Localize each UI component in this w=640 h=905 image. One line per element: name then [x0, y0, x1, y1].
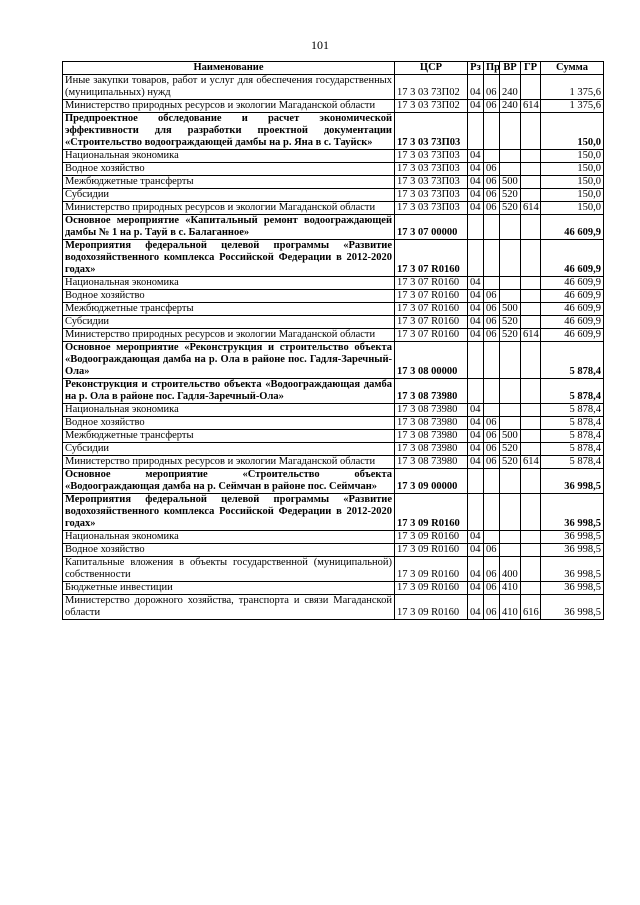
- cell-gr: [521, 277, 541, 290]
- cell-vr: 520: [500, 443, 521, 456]
- cell-sum: 150,0: [541, 202, 604, 215]
- cell-csr: 17 3 07 R0160: [395, 240, 468, 277]
- cell-gr: [521, 75, 541, 100]
- cell-csr: 17 3 03 73П03: [395, 113, 468, 150]
- table-row: [63, 75, 604, 100]
- cell-gr: [521, 430, 541, 443]
- cell-pr: 06: [484, 163, 500, 176]
- cell-vr: 410: [500, 595, 521, 620]
- cell-sum: 5 878,4: [541, 342, 604, 379]
- cell-rz: 04: [468, 202, 484, 215]
- cell-gr: [521, 113, 541, 150]
- cell-sum: 5 878,4: [541, 430, 604, 443]
- cell-rz: 04: [468, 404, 484, 417]
- cell-name: Министерство природных ресурсов и экологии Магаданской области: [63, 329, 395, 342]
- cell-csr: 17 3 09 R0160: [395, 544, 468, 557]
- cell-rz: 04: [468, 430, 484, 443]
- cell-rz: [468, 469, 484, 494]
- cell-pr: [484, 531, 500, 544]
- table-row: [63, 329, 604, 342]
- cell-gr: [521, 176, 541, 189]
- cell-csr: 17 3 09 R0160: [395, 531, 468, 544]
- table-row: [63, 456, 604, 469]
- cell-rz: 04: [468, 189, 484, 202]
- cell-csr: 17 3 09 R0160: [395, 494, 468, 531]
- cell-gr: [521, 404, 541, 417]
- cell-name: Межбюджетные трансферты: [63, 430, 395, 443]
- cell-csr: 17 3 07 R0160: [395, 329, 468, 342]
- cell-gr: [521, 240, 541, 277]
- table-row: [63, 417, 604, 430]
- cell-csr: 17 3 09 R0160: [395, 595, 468, 620]
- cell-pr: [484, 240, 500, 277]
- table-row: [63, 277, 604, 290]
- cell-rz: 04: [468, 176, 484, 189]
- table-row: [63, 303, 604, 316]
- table-row: [63, 342, 604, 379]
- cell-rz: 04: [468, 277, 484, 290]
- cell-vr: [500, 342, 521, 379]
- cell-gr: 614: [521, 202, 541, 215]
- cell-rz: 04: [468, 150, 484, 163]
- header-sum: Сумма: [541, 62, 604, 75]
- cell-pr: 06: [484, 557, 500, 582]
- cell-sum: 36 998,5: [541, 531, 604, 544]
- cell-rz: [468, 379, 484, 404]
- cell-csr: 17 3 08 73980: [395, 417, 468, 430]
- cell-name: Бюджетные инвестиции: [63, 582, 395, 595]
- header-vr: ВР: [500, 62, 521, 75]
- cell-rz: 04: [468, 544, 484, 557]
- cell-pr: 06: [484, 316, 500, 329]
- cell-name: Водное хозяйство: [63, 417, 395, 430]
- cell-gr: [521, 469, 541, 494]
- cell-csr: 17 3 08 00000: [395, 342, 468, 379]
- cell-csr: 17 3 08 73980: [395, 404, 468, 417]
- cell-vr: 240: [500, 100, 521, 113]
- cell-name: Министерство природных ресурсов и экологии Магаданской области: [63, 202, 395, 215]
- cell-name: Министерство дорожного хозяйства, транспорта и связи Магаданской области: [63, 595, 395, 620]
- cell-pr: 06: [484, 582, 500, 595]
- cell-vr: 500: [500, 303, 521, 316]
- cell-rz: 04: [468, 163, 484, 176]
- cell-vr: 240: [500, 75, 521, 100]
- cell-pr: [484, 277, 500, 290]
- cell-sum: 5 878,4: [541, 379, 604, 404]
- cell-rz: 04: [468, 316, 484, 329]
- table-row: [63, 150, 604, 163]
- header-rz: Рз: [468, 62, 484, 75]
- cell-gr: 614: [521, 329, 541, 342]
- cell-gr: [521, 303, 541, 316]
- cell-rz: [468, 342, 484, 379]
- cell-rz: 04: [468, 75, 484, 100]
- cell-sum: 5 878,4: [541, 417, 604, 430]
- cell-name: Водное хозяйство: [63, 290, 395, 303]
- cell-rz: 04: [468, 531, 484, 544]
- cell-csr: 17 3 03 73П03: [395, 176, 468, 189]
- cell-pr: 06: [484, 75, 500, 100]
- table-row: [63, 176, 604, 189]
- table-row: [63, 582, 604, 595]
- cell-csr: 17 3 03 73П02: [395, 75, 468, 100]
- cell-gr: [521, 342, 541, 379]
- cell-pr: [484, 494, 500, 531]
- cell-sum: 46 609,9: [541, 240, 604, 277]
- cell-pr: [484, 113, 500, 150]
- cell-csr: 17 3 08 73980: [395, 443, 468, 456]
- cell-pr: 06: [484, 176, 500, 189]
- cell-sum: 1 375,6: [541, 100, 604, 113]
- cell-pr: [484, 150, 500, 163]
- cell-csr: 17 3 07 00000: [395, 215, 468, 240]
- cell-csr: 17 3 08 73980: [395, 430, 468, 443]
- cell-rz: 04: [468, 595, 484, 620]
- cell-vr: [500, 531, 521, 544]
- cell-sum: 5 878,4: [541, 404, 604, 417]
- cell-name: Субсидии: [63, 189, 395, 202]
- table-row: [63, 163, 604, 176]
- cell-gr: [521, 582, 541, 595]
- cell-rz: 04: [468, 417, 484, 430]
- cell-vr: [500, 113, 521, 150]
- cell-pr: 06: [484, 290, 500, 303]
- cell-sum: 36 998,5: [541, 494, 604, 531]
- cell-pr: 06: [484, 329, 500, 342]
- cell-gr: [521, 163, 541, 176]
- table-row: [63, 215, 604, 240]
- cell-sum: 150,0: [541, 163, 604, 176]
- cell-sum: 46 609,9: [541, 277, 604, 290]
- table-row: [63, 443, 604, 456]
- table-body: [63, 75, 604, 620]
- cell-name: Субсидии: [63, 316, 395, 329]
- cell-name: Основное мероприятие «Реконструкция и строительство объекта «Водоограждающая дамба на р. Ола в районе пос. Гадля-Заречный-Ола»: [63, 342, 395, 379]
- cell-vr: 410: [500, 582, 521, 595]
- cell-gr: [521, 544, 541, 557]
- cell-sum: 36 998,5: [541, 557, 604, 582]
- cell-gr: [521, 531, 541, 544]
- cell-sum: 150,0: [541, 189, 604, 202]
- cell-vr: 520: [500, 316, 521, 329]
- cell-vr: [500, 215, 521, 240]
- cell-pr: 06: [484, 189, 500, 202]
- table-row: [63, 595, 604, 620]
- cell-csr: 17 3 07 R0160: [395, 303, 468, 316]
- cell-gr: [521, 379, 541, 404]
- cell-gr: [521, 189, 541, 202]
- cell-name: Предпроектное обследование и расчет экономической эффективности для разработки проектной документации «Строительство водоограждающей дамбы на р. Яна в с. Тауйск»: [63, 113, 395, 150]
- cell-name: Национальная экономика: [63, 150, 395, 163]
- cell-rz: [468, 494, 484, 531]
- cell-name: Министерство природных ресурсов и экологии Магаданской области: [63, 456, 395, 469]
- cell-sum: 36 998,5: [541, 544, 604, 557]
- table-row: [63, 100, 604, 113]
- budget-table: [62, 61, 604, 620]
- cell-gr: [521, 417, 541, 430]
- table-row: [63, 494, 604, 531]
- cell-name: Межбюджетные трансферты: [63, 176, 395, 189]
- cell-vr: [500, 290, 521, 303]
- cell-csr: 17 3 07 R0160: [395, 277, 468, 290]
- cell-gr: [521, 494, 541, 531]
- cell-pr: 06: [484, 430, 500, 443]
- cell-csr: 17 3 09 00000: [395, 469, 468, 494]
- cell-vr: 400: [500, 557, 521, 582]
- cell-gr: 616: [521, 595, 541, 620]
- cell-sum: 5 878,4: [541, 443, 604, 456]
- page-number: 101: [311, 38, 329, 52]
- cell-sum: 150,0: [541, 113, 604, 150]
- cell-vr: [500, 150, 521, 163]
- cell-name: Капитальные вложения в объекты государственной (муниципальной) собственности: [63, 557, 395, 582]
- cell-gr: [521, 316, 541, 329]
- cell-name: Водное хозяйство: [63, 544, 395, 557]
- cell-rz: 04: [468, 100, 484, 113]
- cell-csr: 17 3 07 R0160: [395, 316, 468, 329]
- cell-pr: 06: [484, 303, 500, 316]
- table-row: [63, 290, 604, 303]
- cell-vr: 520: [500, 456, 521, 469]
- cell-name: Межбюджетные трансферты: [63, 303, 395, 316]
- cell-name: Реконструкция и строительство объекта «Водоограждающая дамба на р. Ола в районе пос. Гадля-Заречный-Ола»: [63, 379, 395, 404]
- cell-pr: [484, 469, 500, 494]
- cell-vr: [500, 544, 521, 557]
- cell-vr: 500: [500, 176, 521, 189]
- cell-csr: 17 3 03 73П03: [395, 202, 468, 215]
- cell-gr: 614: [521, 456, 541, 469]
- cell-gr: [521, 150, 541, 163]
- cell-pr: 06: [484, 544, 500, 557]
- header-name: Наименование: [63, 62, 395, 75]
- table-row: [63, 544, 604, 557]
- cell-rz: [468, 113, 484, 150]
- cell-pr: 06: [484, 100, 500, 113]
- cell-name: Министерство природных ресурсов и экологии Магаданской области: [63, 100, 395, 113]
- cell-gr: [521, 215, 541, 240]
- table-row: [63, 531, 604, 544]
- cell-gr: 614: [521, 100, 541, 113]
- cell-vr: 520: [500, 202, 521, 215]
- table-row: [63, 557, 604, 582]
- cell-sum: 36 998,5: [541, 582, 604, 595]
- cell-vr: 500: [500, 430, 521, 443]
- cell-sum: 36 998,5: [541, 595, 604, 620]
- cell-sum: 5 878,4: [541, 456, 604, 469]
- cell-rz: 04: [468, 456, 484, 469]
- cell-name: Основное мероприятие «Капитальный ремонт водоограждающей дамбы № 1 на р. Тауй в с. Балаганное»: [63, 215, 395, 240]
- cell-name: Иные закупки товаров, работ и услуг для обеспечения государственных (муниципальных) нужд: [63, 75, 395, 100]
- cell-csr: 17 3 07 R0160: [395, 290, 468, 303]
- cell-sum: 46 609,9: [541, 329, 604, 342]
- cell-sum: 46 609,9: [541, 303, 604, 316]
- cell-csr: 17 3 09 R0160: [395, 582, 468, 595]
- cell-gr: [521, 557, 541, 582]
- cell-vr: [500, 163, 521, 176]
- cell-sum: 150,0: [541, 176, 604, 189]
- cell-pr: 06: [484, 202, 500, 215]
- header-gr: ГР: [521, 62, 541, 75]
- cell-csr: 17 3 03 73П02: [395, 100, 468, 113]
- table-row: [63, 240, 604, 277]
- cell-name: Национальная экономика: [63, 277, 395, 290]
- cell-pr: [484, 379, 500, 404]
- table-row: [63, 379, 604, 404]
- cell-name: Национальная экономика: [63, 531, 395, 544]
- cell-rz: 04: [468, 303, 484, 316]
- cell-vr: [500, 277, 521, 290]
- cell-vr: [500, 417, 521, 430]
- cell-vr: [500, 469, 521, 494]
- cell-pr: 06: [484, 456, 500, 469]
- cell-pr: 06: [484, 443, 500, 456]
- cell-gr: [521, 443, 541, 456]
- table-row: [63, 113, 604, 150]
- cell-rz: 04: [468, 582, 484, 595]
- cell-name: Национальная экономика: [63, 404, 395, 417]
- cell-sum: 46 609,9: [541, 316, 604, 329]
- table-row: [63, 189, 604, 202]
- cell-pr: [484, 342, 500, 379]
- cell-sum: 36 998,5: [541, 469, 604, 494]
- table-row: [63, 430, 604, 443]
- cell-sum: 46 609,9: [541, 290, 604, 303]
- table-row: [63, 404, 604, 417]
- cell-vr: 520: [500, 329, 521, 342]
- cell-rz: [468, 240, 484, 277]
- cell-sum: 150,0: [541, 150, 604, 163]
- cell-vr: [500, 404, 521, 417]
- cell-pr: [484, 404, 500, 417]
- table-row: [63, 469, 604, 494]
- header-csr: ЦСР: [395, 62, 468, 75]
- cell-gr: [521, 290, 541, 303]
- cell-rz: [468, 215, 484, 240]
- cell-csr: 17 3 08 73980: [395, 456, 468, 469]
- cell-vr: [500, 379, 521, 404]
- cell-pr: 06: [484, 595, 500, 620]
- cell-csr: 17 3 03 73П03: [395, 150, 468, 163]
- cell-name: Основное мероприятие «Строительство объекта «Водоограждающая дамба на р. Сеймчан в районе пос. Сеймчан»: [63, 469, 395, 494]
- cell-rz: 04: [468, 290, 484, 303]
- cell-name: Мероприятия федеральной целевой программы «Развитие водохозяйственного комплекса Российской Федерации в 2012-2020 годах»: [63, 494, 395, 531]
- cell-csr: 17 3 03 73П03: [395, 189, 468, 202]
- cell-vr: [500, 494, 521, 531]
- cell-sum: 46 609,9: [541, 215, 604, 240]
- cell-name: Мероприятия федеральной целевой программы «Развитие водохозяйственного комплекса Российской Федерации в 2012-2020 годах»: [63, 240, 395, 277]
- cell-vr: 520: [500, 189, 521, 202]
- table-row: [63, 202, 604, 215]
- cell-pr: [484, 215, 500, 240]
- cell-pr: 06: [484, 417, 500, 430]
- cell-csr: 17 3 03 73П03: [395, 163, 468, 176]
- cell-vr: [500, 240, 521, 277]
- header-pr: Пр: [484, 62, 500, 75]
- cell-sum: 1 375,6: [541, 75, 604, 100]
- cell-csr: 17 3 08 73980: [395, 379, 468, 404]
- table-header-row: [63, 62, 604, 75]
- cell-rz: 04: [468, 443, 484, 456]
- cell-csr: 17 3 09 R0160: [395, 557, 468, 582]
- table-row: [63, 316, 604, 329]
- cell-rz: 04: [468, 329, 484, 342]
- cell-rz: 04: [468, 557, 484, 582]
- cell-name: Водное хозяйство: [63, 163, 395, 176]
- cell-name: Субсидии: [63, 443, 395, 456]
